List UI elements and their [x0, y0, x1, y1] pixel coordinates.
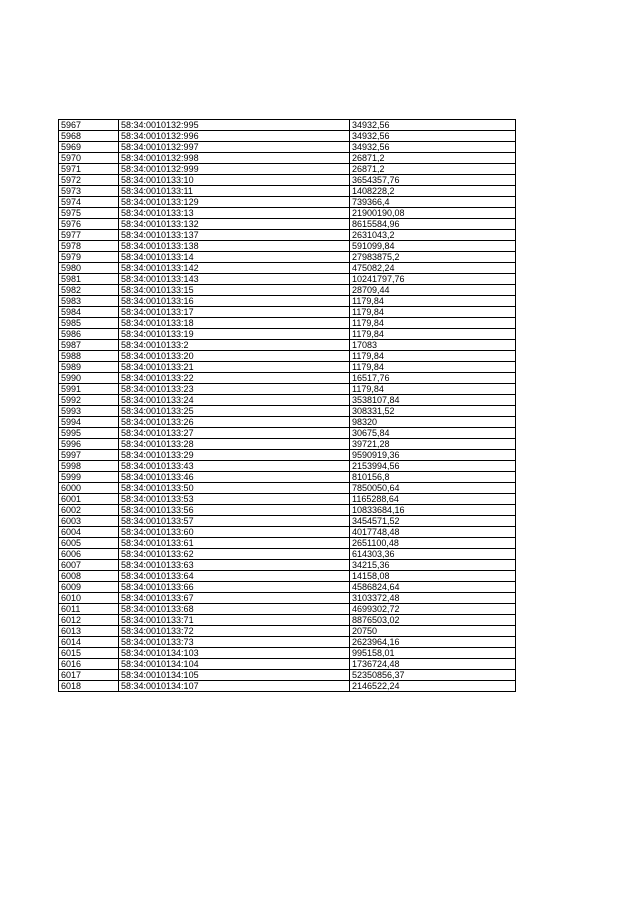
value-cell: 28709,44 [350, 285, 516, 296]
table-row [59, 208, 516, 219]
value-cell: 308331,52 [350, 406, 516, 417]
table-body [59, 120, 516, 692]
data-table [58, 119, 516, 692]
table-row [59, 626, 516, 637]
value-cell: 475082,24 [350, 263, 516, 274]
value-cell: 21900190,08 [350, 208, 516, 219]
value-cell: 2631043,2 [350, 230, 516, 241]
row-number-cell: 5996 [59, 439, 119, 450]
row-number-cell: 6011 [59, 604, 119, 615]
row-number-cell: 5967 [59, 120, 119, 131]
row-number-cell: 5975 [59, 208, 119, 219]
row-number-cell: 6013 [59, 626, 119, 637]
value-cell: 34932,56 [350, 142, 516, 153]
value-cell: 20750 [350, 626, 516, 637]
cadastral-number-cell: 58:34:0010133:143 [119, 274, 350, 285]
cadastral-number-cell: 58:34:0010132:998 [119, 153, 350, 164]
value-cell: 30675,84 [350, 428, 516, 439]
cadastral-number-cell: 58:34:0010132:999 [119, 164, 350, 175]
table-row [59, 142, 516, 153]
row-number-cell: 5995 [59, 428, 119, 439]
row-number-cell: 6006 [59, 549, 119, 560]
cadastral-number-cell: 58:34:0010133:63 [119, 560, 350, 571]
cadastral-number-cell: 58:34:0010133:132 [119, 219, 350, 230]
row-number-cell: 5977 [59, 230, 119, 241]
row-number-cell: 5990 [59, 373, 119, 384]
row-number-cell: 5969 [59, 142, 119, 153]
value-cell: 34215,36 [350, 560, 516, 571]
value-cell: 7850050,64 [350, 483, 516, 494]
table-row [59, 439, 516, 450]
row-number-cell: 6002 [59, 505, 119, 516]
value-cell: 2623964,16 [350, 637, 516, 648]
value-cell: 1179,84 [350, 329, 516, 340]
cadastral-number-cell: 58:34:0010133:16 [119, 296, 350, 307]
value-cell: 3454571,52 [350, 516, 516, 527]
table-row [59, 296, 516, 307]
table-row [59, 395, 516, 406]
row-number-cell: 6010 [59, 593, 119, 604]
row-number-cell: 5997 [59, 450, 119, 461]
row-number-cell: 5986 [59, 329, 119, 340]
value-cell: 10833684,16 [350, 505, 516, 516]
row-number-cell: 6007 [59, 560, 119, 571]
value-cell: 4017748,48 [350, 527, 516, 538]
table-row [59, 120, 516, 131]
table-row [59, 461, 516, 472]
row-number-cell: 5989 [59, 362, 119, 373]
table-row [59, 516, 516, 527]
cadastral-number-cell: 58:34:0010133:18 [119, 318, 350, 329]
table-row [59, 560, 516, 571]
value-cell: 4586824,64 [350, 582, 516, 593]
table-row [59, 340, 516, 351]
cadastral-number-cell: 58:34:0010134:104 [119, 659, 350, 670]
value-cell: 98320 [350, 417, 516, 428]
cadastral-number-cell: 58:34:0010133:21 [119, 362, 350, 373]
value-cell: 591099,84 [350, 241, 516, 252]
table-row [59, 593, 516, 604]
cadastral-number-cell: 58:34:0010133:57 [119, 516, 350, 527]
value-cell: 8615584,96 [350, 219, 516, 230]
row-number-cell: 5968 [59, 131, 119, 142]
table-row [59, 637, 516, 648]
table-row [59, 285, 516, 296]
cadastral-number-cell: 58:34:0010133:50 [119, 483, 350, 494]
cadastral-number-cell: 58:34:0010133:67 [119, 593, 350, 604]
row-number-cell: 5992 [59, 395, 119, 406]
table-row [59, 494, 516, 505]
table-row [59, 527, 516, 538]
row-number-cell: 6003 [59, 516, 119, 527]
value-cell: 26871,2 [350, 164, 516, 175]
value-cell: 27983875,2 [350, 252, 516, 263]
cadastral-number-cell: 58:34:0010133:46 [119, 472, 350, 483]
value-cell: 34932,56 [350, 120, 516, 131]
row-number-cell: 5974 [59, 197, 119, 208]
value-cell: 1179,84 [350, 384, 516, 395]
cadastral-number-cell: 58:34:0010133:26 [119, 417, 350, 428]
cadastral-number-cell: 58:34:0010133:129 [119, 197, 350, 208]
row-number-cell: 5999 [59, 472, 119, 483]
cadastral-number-cell: 58:34:0010134:105 [119, 670, 350, 681]
cadastral-number-cell: 58:34:0010133:29 [119, 450, 350, 461]
cadastral-number-cell: 58:34:0010133:66 [119, 582, 350, 593]
table-row [59, 197, 516, 208]
value-cell: 16517,76 [350, 373, 516, 384]
value-cell: 810156,8 [350, 472, 516, 483]
row-number-cell: 5987 [59, 340, 119, 351]
cadastral-number-cell: 58:34:0010133:71 [119, 615, 350, 626]
cadastral-number-cell: 58:34:0010133:2 [119, 340, 350, 351]
value-cell: 4699302,72 [350, 604, 516, 615]
row-number-cell: 5982 [59, 285, 119, 296]
table-row [59, 549, 516, 560]
row-number-cell: 5984 [59, 307, 119, 318]
table-row [59, 681, 516, 692]
row-number-cell: 6017 [59, 670, 119, 681]
row-number-cell: 5981 [59, 274, 119, 285]
row-number-cell: 6000 [59, 483, 119, 494]
table-row [59, 252, 516, 263]
row-number-cell: 5970 [59, 153, 119, 164]
row-number-cell: 6014 [59, 637, 119, 648]
table-row [59, 373, 516, 384]
table-row [59, 428, 516, 439]
row-number-cell: 6016 [59, 659, 119, 670]
row-number-cell: 6004 [59, 527, 119, 538]
cadastral-number-cell: 58:34:0010133:73 [119, 637, 350, 648]
cadastral-number-cell: 58:34:0010133:11 [119, 186, 350, 197]
cadastral-number-cell: 58:34:0010133:61 [119, 538, 350, 549]
table-row [59, 230, 516, 241]
table-row [59, 648, 516, 659]
cadastral-number-cell: 58:34:0010133:56 [119, 505, 350, 516]
table-row [59, 274, 516, 285]
cadastral-number-cell: 58:34:0010133:13 [119, 208, 350, 219]
value-cell: 1179,84 [350, 296, 516, 307]
value-cell: 3654357,76 [350, 175, 516, 186]
row-number-cell: 6005 [59, 538, 119, 549]
row-number-cell: 6009 [59, 582, 119, 593]
row-number-cell: 5971 [59, 164, 119, 175]
row-number-cell: 5983 [59, 296, 119, 307]
cadastral-number-cell: 58:34:0010133:64 [119, 571, 350, 582]
table-row [59, 175, 516, 186]
table-row [59, 219, 516, 230]
cadastral-number-cell: 58:34:0010134:103 [119, 648, 350, 659]
cadastral-number-cell: 58:34:0010133:22 [119, 373, 350, 384]
table-row [59, 318, 516, 329]
table-row [59, 164, 516, 175]
value-cell: 8876503,02 [350, 615, 516, 626]
cadastral-number-cell: 58:34:0010133:15 [119, 285, 350, 296]
row-number-cell: 6001 [59, 494, 119, 505]
table-row [59, 538, 516, 549]
table-row [59, 362, 516, 373]
row-number-cell: 5985 [59, 318, 119, 329]
value-cell: 14158,08 [350, 571, 516, 582]
row-number-cell: 6015 [59, 648, 119, 659]
cadastral-number-cell: 58:34:0010133:23 [119, 384, 350, 395]
table-row [59, 307, 516, 318]
row-number-cell: 6008 [59, 571, 119, 582]
value-cell: 3103372,48 [350, 593, 516, 604]
cadastral-number-cell: 58:34:0010133:20 [119, 351, 350, 362]
row-number-cell: 5976 [59, 219, 119, 230]
cadastral-number-cell: 58:34:0010133:43 [119, 461, 350, 472]
cadastral-number-cell: 58:34:0010133:24 [119, 395, 350, 406]
table-row [59, 384, 516, 395]
value-cell: 10241797,76 [350, 274, 516, 285]
row-number-cell: 5980 [59, 263, 119, 274]
cadastral-number-cell: 58:34:0010132:996 [119, 131, 350, 142]
row-number-cell: 5988 [59, 351, 119, 362]
value-cell: 26871,2 [350, 153, 516, 164]
value-cell: 1179,84 [350, 307, 516, 318]
table-row [59, 505, 516, 516]
value-cell: 2146522,24 [350, 681, 516, 692]
value-cell: 17083 [350, 340, 516, 351]
value-cell: 1165288,64 [350, 494, 516, 505]
table-row [59, 670, 516, 681]
cadastral-number-cell: 58:34:0010133:72 [119, 626, 350, 637]
table-row [59, 582, 516, 593]
row-number-cell: 5991 [59, 384, 119, 395]
table-row [59, 351, 516, 362]
table-row [59, 241, 516, 252]
cadastral-number-cell: 58:34:0010132:995 [119, 120, 350, 131]
cadastral-number-cell: 58:34:0010133:137 [119, 230, 350, 241]
row-number-cell: 6018 [59, 681, 119, 692]
value-cell: 1179,84 [350, 351, 516, 362]
cadastral-number-cell: 58:34:0010133:19 [119, 329, 350, 340]
table-row [59, 406, 516, 417]
cadastral-number-cell: 58:34:0010133:10 [119, 175, 350, 186]
value-cell: 9590919,36 [350, 450, 516, 461]
value-cell: 2153994,56 [350, 461, 516, 472]
value-cell: 1736724,48 [350, 659, 516, 670]
cadastral-number-cell: 58:34:0010133:62 [119, 549, 350, 560]
cadastral-number-cell: 58:34:0010133:142 [119, 263, 350, 274]
table-row [59, 571, 516, 582]
cadastral-number-cell: 58:34:0010133:138 [119, 241, 350, 252]
cadastral-number-cell: 58:34:0010133:68 [119, 604, 350, 615]
cadastral-number-cell: 58:34:0010132:997 [119, 142, 350, 153]
value-cell: 2651100,48 [350, 538, 516, 549]
value-cell: 34932,56 [350, 131, 516, 142]
row-number-cell: 5998 [59, 461, 119, 472]
table-row [59, 483, 516, 494]
cadastral-number-cell: 58:34:0010133:25 [119, 406, 350, 417]
table-row [59, 263, 516, 274]
table-row [59, 153, 516, 164]
table-row [59, 472, 516, 483]
row-number-cell: 6012 [59, 615, 119, 626]
table-row [59, 417, 516, 428]
table-row [59, 615, 516, 626]
cadastral-number-cell: 58:34:0010133:53 [119, 494, 350, 505]
table-row [59, 604, 516, 615]
value-cell: 3538107,84 [350, 395, 516, 406]
value-cell: 52350856,37 [350, 670, 516, 681]
cadastral-number-cell: 58:34:0010133:17 [119, 307, 350, 318]
row-number-cell: 5978 [59, 241, 119, 252]
table-row [59, 659, 516, 670]
row-number-cell: 5973 [59, 186, 119, 197]
cadastral-number-cell: 58:34:0010133:60 [119, 527, 350, 538]
table-row [59, 131, 516, 142]
value-cell: 1179,84 [350, 362, 516, 373]
row-number-cell: 5972 [59, 175, 119, 186]
table-row [59, 329, 516, 340]
table-row [59, 186, 516, 197]
value-cell: 1408228,2 [350, 186, 516, 197]
value-cell: 614303,36 [350, 549, 516, 560]
row-number-cell: 5979 [59, 252, 119, 263]
row-number-cell: 5993 [59, 406, 119, 417]
value-cell: 739366,4 [350, 197, 516, 208]
value-cell: 1179,84 [350, 318, 516, 329]
cadastral-number-cell: 58:34:0010133:28 [119, 439, 350, 450]
cadastral-number-cell: 58:34:0010134:107 [119, 681, 350, 692]
cadastral-number-cell: 58:34:0010133:27 [119, 428, 350, 439]
value-cell: 39721,28 [350, 439, 516, 450]
row-number-cell: 5994 [59, 417, 119, 428]
value-cell: 995158,01 [350, 648, 516, 659]
table-row [59, 450, 516, 461]
cadastral-number-cell: 58:34:0010133:14 [119, 252, 350, 263]
